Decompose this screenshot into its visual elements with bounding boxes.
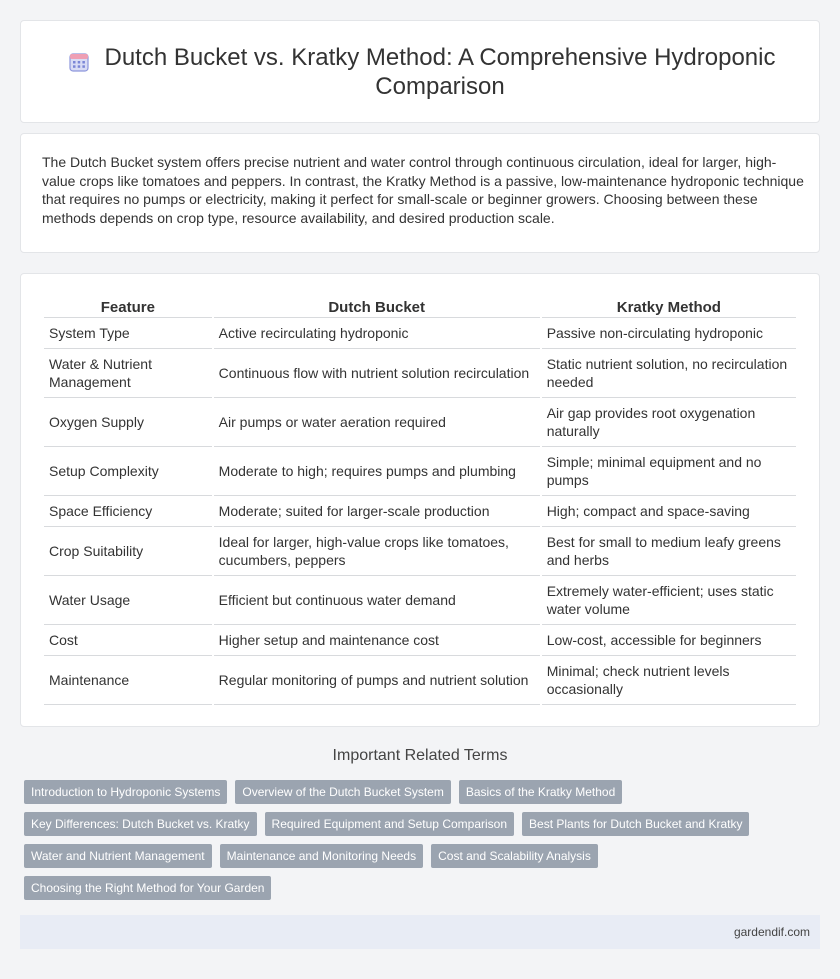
intro-paragraph: The Dutch Bucket system offers precise nutrient and water control through continuous circulation, ideal for larger, high-value crops like tomatoes and peppers. In contrast, the Kratky Method is a passive, low-maintenance hydroponic technique that requires no pumps or electricity, making it perfect for small-scale or beginner growers. Choosing between these methods depends on crop type, resource availability, and desired production scale. — [42, 154, 804, 226]
table-cell: Best for small to medium leafy greens and herbs — [542, 527, 796, 576]
table-cell: Air gap provides root oxygenation naturally — [542, 398, 796, 447]
related-term-tag[interactable]: Basics of the Kratky Method — [459, 780, 622, 804]
related-term-tag[interactable]: Introduction to Hydroponic Systems — [24, 780, 227, 804]
table-cell: Setup Complexity — [44, 447, 212, 496]
related-term-tag[interactable]: Overview of the Dutch Bucket System — [235, 780, 450, 804]
footer-site-link[interactable]: gardendif.com — [733, 925, 810, 939]
related-term-tag[interactable]: Best Plants for Dutch Bucket and Kratky — [522, 812, 749, 836]
related-terms-tags — [24, 780, 824, 908]
table-cell: Cost — [44, 625, 212, 656]
table-cell: Moderate; suited for larger-scale production — [214, 496, 540, 527]
table-cell: Continuous flow with nutrient solution recirculation — [214, 349, 540, 398]
page-title: Dutch Bucket vs. Kratky Method: A Comprehensive Hydroponic Comparison — [104, 43, 776, 100]
related-term-tag[interactable]: Key Differences: Dutch Bucket vs. Kratky — [24, 812, 257, 836]
table-cell: Air pumps or water aeration required — [214, 398, 540, 447]
table-cell: Efficient but continuous water demand — [214, 576, 540, 625]
column-header: Feature — [44, 296, 212, 318]
intro-card — [20, 133, 820, 253]
related-term-tag[interactable]: Cost and Scalability Analysis — [431, 844, 598, 868]
table-cell: System Type — [44, 318, 212, 349]
table-row — [44, 496, 796, 527]
table-cell: Water & Nutrient Management — [44, 349, 212, 398]
related-term-tag[interactable]: Required Equipment and Setup Comparison — [265, 812, 514, 836]
table-cell: Minimal; check nutrient levels occasionally — [542, 656, 796, 705]
footer — [20, 915, 820, 949]
table-cell: Ideal for larger, high-value crops like tomatoes, cucumbers, peppers — [214, 527, 540, 576]
header-card — [20, 20, 820, 123]
table-cell: Low-cost, accessible for beginners — [542, 625, 796, 656]
table-row — [44, 625, 796, 656]
table-cell: Moderate to high; requires pumps and plumbing — [214, 447, 540, 496]
table-cell: Space Efficiency — [44, 496, 212, 527]
table-cell: Oxygen Supply — [44, 398, 212, 447]
table-row — [44, 527, 796, 576]
table-row — [44, 576, 796, 625]
column-header: Dutch Bucket — [214, 296, 540, 318]
table-cell: High; compact and space-saving — [542, 496, 796, 527]
comparison-table — [42, 296, 798, 705]
table-row — [44, 349, 796, 398]
table-cell: Crop Suitability — [44, 527, 212, 576]
table-cell: Active recirculating hydroponic — [214, 318, 540, 349]
table-cell: Passive non-circulating hydroponic — [542, 318, 796, 349]
comparison-card — [20, 273, 820, 727]
related-term-tag[interactable]: Choosing the Right Method for Your Garden — [24, 876, 271, 900]
table-cell: Maintenance — [44, 656, 212, 705]
table-cell: Water Usage — [44, 576, 212, 625]
table-cell: Extremely water-efficient; uses static water volume — [542, 576, 796, 625]
table-row — [44, 318, 796, 349]
related-term-tag[interactable]: Water and Nutrient Management — [24, 844, 212, 868]
column-header: Kratky Method — [542, 296, 796, 318]
table-cell: Higher setup and maintenance cost — [214, 625, 540, 656]
table-cell: Simple; minimal equipment and no pumps — [542, 447, 796, 496]
table-row — [44, 656, 796, 705]
table-row — [44, 398, 796, 447]
table-cell: Regular monitoring of pumps and nutrient solution — [214, 656, 540, 705]
related-term-tag[interactable]: Maintenance and Monitoring Needs — [220, 844, 423, 868]
table-row — [44, 447, 796, 496]
related-terms-heading: Important Related Terms — [332, 747, 508, 764]
table-header-row — [44, 296, 796, 318]
table-cell: Static nutrient solution, no recirculation needed — [542, 349, 796, 398]
